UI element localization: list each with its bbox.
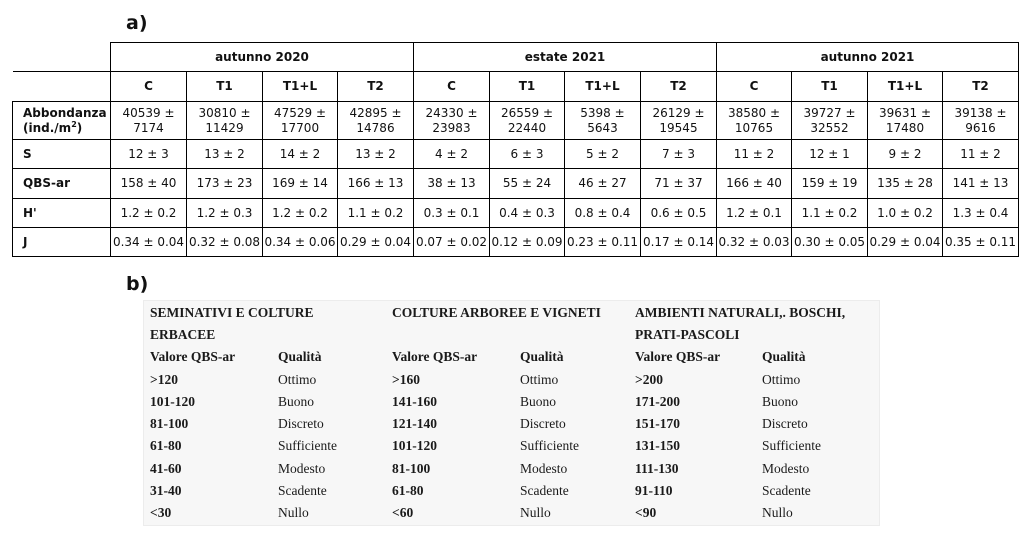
table-cell: 1.0 ± 0.2: [868, 199, 943, 228]
treatment-header: T1+L: [868, 72, 943, 102]
season-header: autunno 2021: [717, 43, 1019, 72]
qbs-value: 61-80: [392, 483, 424, 498]
table-cell: 1.2 ± 0.2: [263, 199, 338, 228]
table-cell: 6 ± 3: [490, 140, 565, 169]
quality-label: Buono: [762, 394, 799, 409]
table-cell: 71 ± 37: [641, 169, 717, 199]
table-row-h: [13, 199, 1019, 228]
group-title: AMBIENTI NATURALI,. BOSCHI,: [635, 305, 846, 320]
treatment-header: T2: [338, 72, 414, 102]
quality-label: Sufficiente: [520, 438, 579, 453]
table-cell: 26559 ± 22440: [490, 102, 565, 140]
diversity-indices-table: [12, 42, 1019, 257]
qbs-value: 61-80: [150, 438, 182, 453]
qbs-value: 171-200: [635, 394, 680, 409]
qbs-value: 131-150: [635, 438, 680, 453]
quality-label: Discreto: [278, 416, 324, 431]
table-cell: 0.29 ± 0.04: [868, 228, 943, 257]
treatment-header: C: [111, 72, 187, 102]
column-header: Valore QBS-ar: [635, 349, 721, 364]
treatment-header: T1+L: [263, 72, 338, 102]
treatment-header: C: [414, 72, 490, 102]
table-row-j: [13, 228, 1019, 257]
panel-a-label: a): [126, 12, 148, 34]
panel-b-label: b): [126, 273, 149, 295]
quality-label: Modesto: [762, 461, 810, 476]
treatment-header-row: [13, 72, 1019, 102]
treatment-header: T2: [943, 72, 1019, 102]
table-cell: 159 ± 19: [792, 169, 868, 199]
table-cell: 46 ± 27: [565, 169, 641, 199]
quality-label: Ottimo: [762, 372, 801, 387]
qbs-value: 81-100: [150, 416, 189, 431]
quality-label: Buono: [520, 394, 557, 409]
table-cell: 1.1 ± 0.2: [792, 199, 868, 228]
table-cell: 0.30 ± 0.05: [792, 228, 868, 257]
table-cell: 158 ± 40: [111, 169, 187, 199]
table-cell: 4 ± 2: [414, 140, 490, 169]
table-cell: 0.34 ± 0.06: [263, 228, 338, 257]
qbs-value: >200: [635, 372, 663, 387]
season-header: estate 2021: [414, 43, 717, 72]
table-cell: 30810 ± 11429: [187, 102, 263, 140]
row-label: J: [13, 228, 111, 257]
table-cell: 1.2 ± 0.1: [717, 199, 792, 228]
quality-label: Sufficiente: [278, 438, 337, 453]
table-cell: 169 ± 14: [263, 169, 338, 199]
table-cell: 39138 ± 9616: [943, 102, 1019, 140]
table-cell: 0.29 ± 0.04: [338, 228, 414, 257]
group-title: PRATI-PASCOLI: [635, 327, 740, 342]
group-title: COLTURE ARBOREE E VIGNETI: [392, 305, 601, 320]
table-cell: 0.23 ± 0.11: [565, 228, 641, 257]
table-cell: 0.3 ± 0.1: [414, 199, 490, 228]
table-cell: 1.3 ± 0.4: [943, 199, 1019, 228]
table-cell: 0.8 ± 0.4: [565, 199, 641, 228]
column-header: Valore QBS-ar: [150, 349, 236, 364]
quality-label: Scadente: [762, 483, 811, 498]
treatment-header: T1: [792, 72, 868, 102]
table-cell: 173 ± 23: [187, 169, 263, 199]
quality-label: Modesto: [520, 461, 568, 476]
row-label: S: [13, 140, 111, 169]
qbs-value: 41-60: [150, 461, 182, 476]
table-cell: 39727 ± 32552: [792, 102, 868, 140]
qbs-value: >160: [392, 372, 420, 387]
table-cell: 0.32 ± 0.08: [187, 228, 263, 257]
treatment-header: T1: [187, 72, 263, 102]
quality-label: Discreto: [520, 416, 566, 431]
table-cell: 0.07 ± 0.02: [414, 228, 490, 257]
table-row-s: [13, 140, 1019, 169]
quality-label: Sufficiente: [762, 438, 821, 453]
qbs-value: 151-170: [635, 416, 680, 431]
corner-cell: [13, 72, 111, 102]
row-label: H': [13, 199, 111, 228]
table-cell: 38580 ± 10765: [717, 102, 792, 140]
treatment-header: T1+L: [565, 72, 641, 102]
table-row-qbs-ar: [13, 169, 1019, 199]
treatment-header: T1: [490, 72, 565, 102]
quality-label: Nullo: [520, 505, 551, 520]
column-header: Qualità: [762, 349, 806, 364]
table-cell: 0.34 ± 0.04: [111, 228, 187, 257]
quality-label: Nullo: [278, 505, 309, 520]
row-label: Abbondanza $(ind./m^2)$: [13, 102, 111, 140]
season-header-row: [13, 43, 1019, 72]
table-cell: 39631 ± 17480: [868, 102, 943, 140]
column-header: Qualità: [520, 349, 564, 364]
table-cell: 24330 ± 23983: [414, 102, 490, 140]
table-cell: 135 ± 28: [868, 169, 943, 199]
quality-label: Scadente: [278, 483, 327, 498]
table-cell: 11 ± 2: [943, 140, 1019, 169]
table-cell: 5398 ± 5643: [565, 102, 641, 140]
table-cell: 26129 ± 19545: [641, 102, 717, 140]
table-cell: 42895 ± 14786: [338, 102, 414, 140]
table-cell: 55 ± 24: [490, 169, 565, 199]
quality-label: Discreto: [762, 416, 808, 431]
qbs-value: 31-40: [150, 483, 182, 498]
column-header: Qualità: [278, 349, 322, 364]
qbs-value: 101-120: [392, 438, 437, 453]
table-cell: 1.2 ± 0.3: [187, 199, 263, 228]
table-cell: 0.6 ± 0.5: [641, 199, 717, 228]
column-header: Valore QBS-ar: [392, 349, 478, 364]
table-cell: 47529 ± 17700: [263, 102, 338, 140]
treatment-header: T2: [641, 72, 717, 102]
table-cell: 0.12 ± 0.09: [490, 228, 565, 257]
table-cell: 13 ± 2: [338, 140, 414, 169]
table-cell: 1.1 ± 0.2: [338, 199, 414, 228]
table-cell: 14 ± 2: [263, 140, 338, 169]
quality-label: Scadente: [520, 483, 569, 498]
qbs-value: <90: [635, 505, 657, 520]
table-cell: 0.17 ± 0.14: [641, 228, 717, 257]
qbs-value: >120: [150, 372, 178, 387]
table-cell: 40539 ± 7174: [111, 102, 187, 140]
quality-label: Ottimo: [278, 372, 317, 387]
group-title: SEMINATIVI E COLTURE: [150, 305, 314, 320]
qbs-value: 121-140: [392, 416, 437, 431]
season-header: autunno 2020: [111, 43, 414, 72]
corner-cell: [13, 43, 111, 72]
table-cell: 9 ± 2: [868, 140, 943, 169]
table-cell: 13 ± 2: [187, 140, 263, 169]
quality-label: Modesto: [278, 461, 326, 476]
table-cell: 12 ± 1: [792, 140, 868, 169]
quality-label: Buono: [278, 394, 315, 409]
qbs-quality-classes-table: [143, 300, 880, 526]
table-cell: 0.4 ± 0.3: [490, 199, 565, 228]
table-cell: 7 ± 3: [641, 140, 717, 169]
table-cell: 0.35 ± 0.11: [943, 228, 1019, 257]
qbs-value: 81-100: [392, 461, 431, 476]
qbs-value: <30: [150, 505, 172, 520]
group-title: ERBACEE: [150, 327, 216, 342]
qbs-value: <60: [392, 505, 414, 520]
quality-label: Nullo: [762, 505, 793, 520]
table-cell: 166 ± 40: [717, 169, 792, 199]
table-row-abbondanza: [13, 102, 1019, 140]
qbs-value: 101-120: [150, 394, 195, 409]
quality-label: Ottimo: [520, 372, 559, 387]
row-label: QBS-ar: [13, 169, 111, 199]
table-cell: 141 ± 13: [943, 169, 1019, 199]
table-cell: 0.32 ± 0.03: [717, 228, 792, 257]
table-cell: 11 ± 2: [717, 140, 792, 169]
table-cell: 38 ± 13: [414, 169, 490, 199]
treatment-header: C: [717, 72, 792, 102]
qbs-value: 141-160: [392, 394, 437, 409]
table-cell: 5 ± 2: [565, 140, 641, 169]
table-cell: 166 ± 13: [338, 169, 414, 199]
qbs-value: 91-110: [635, 483, 673, 498]
table-cell: 12 ± 3: [111, 140, 187, 169]
qbs-value: 111-130: [635, 461, 679, 476]
table-cell: 1.2 ± 0.2: [111, 199, 187, 228]
